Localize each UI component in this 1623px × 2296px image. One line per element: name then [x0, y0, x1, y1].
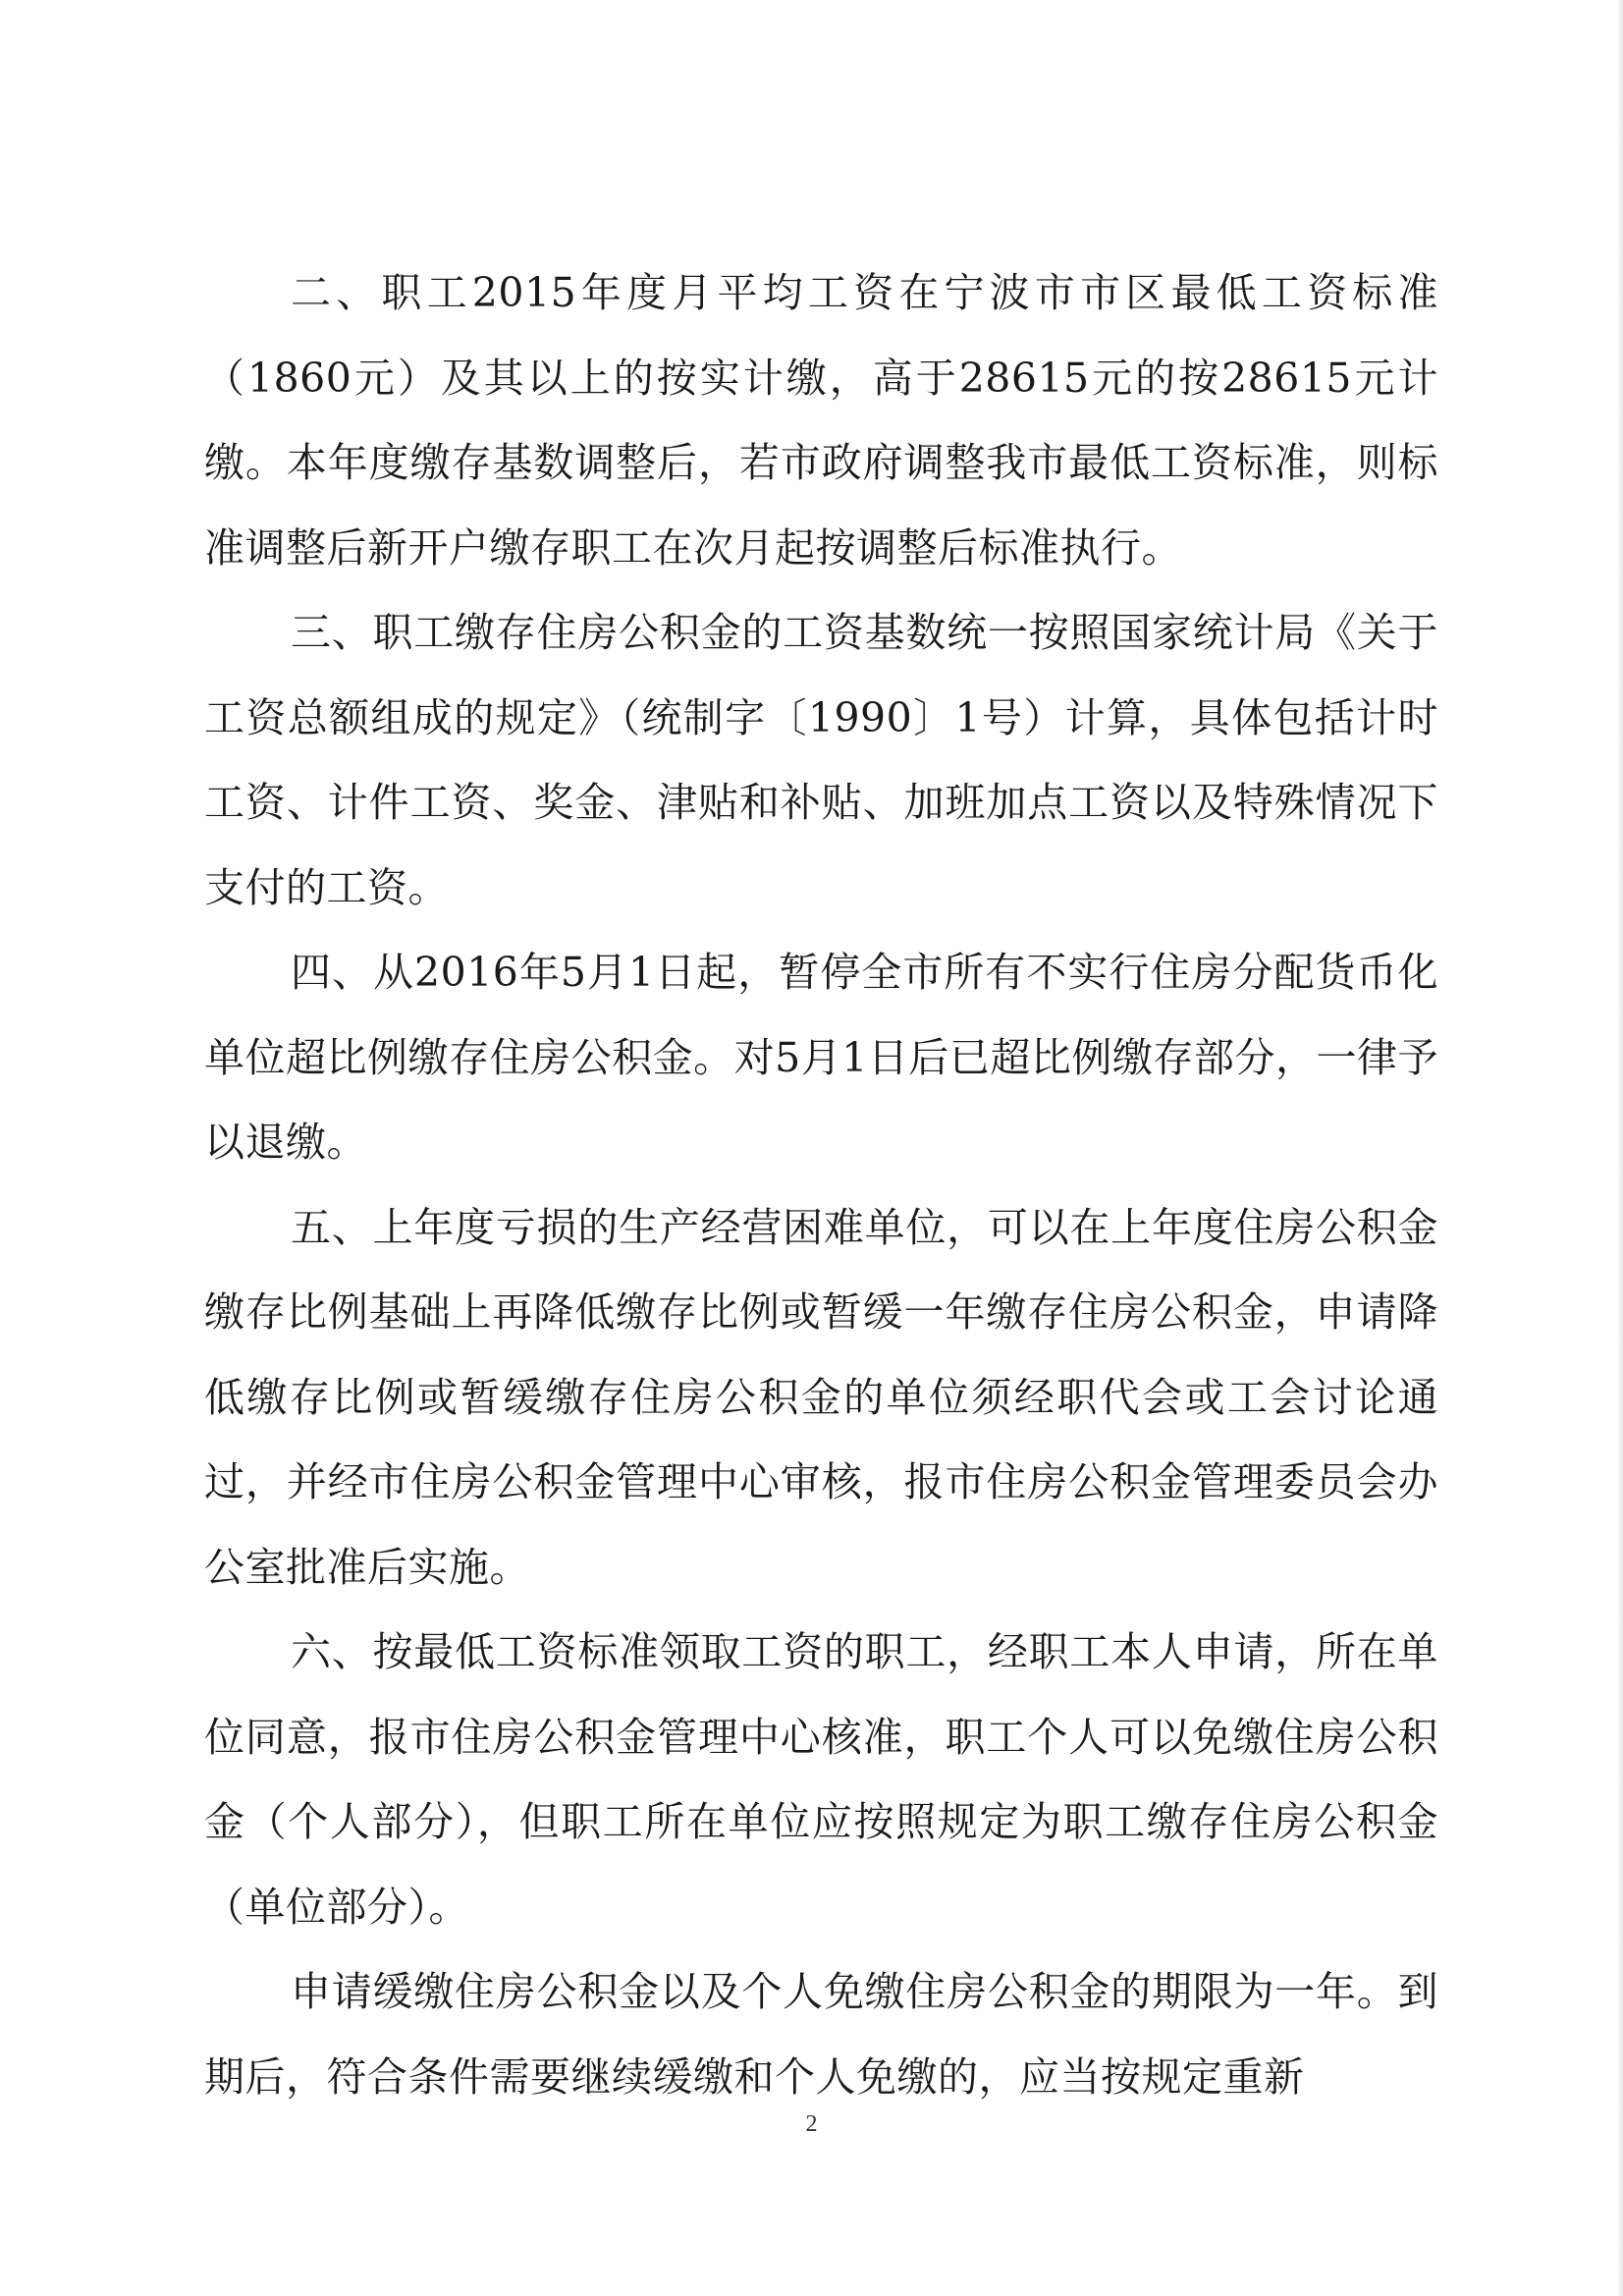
paragraph-item-3: 三、职工缴存住房公积金的工资基数统一按照国家统计局《关于工资总额组成的规定》（统制字〔1990〕1号）计算，具体包括计时工资、计件工资、奖金、津贴和补贴、加班加点工资以及特殊情况下支付的工资。 — [204, 609, 1438, 911]
document-body — [204, 250, 1438, 2119]
paragraph-item-5: 五、上年度亏损的生产经营困难单位，可以在上年度住房公积金缴存比例基础上再降低缴存比例或暂缓一年缴存住房公积金，申请降低缴存比例或暂缓缴存住房公积金的单位须经职代会或工会讨论通过，并经市住房公积金管理中心审核，报市住房公积金管理委员会办公室批准后实施。 — [204, 1203, 1438, 1591]
page-number: 2 — [805, 2111, 818, 2137]
paragraph-item-2: 二、职工2015年度月平均工资在宁波市市区最低工资标准（1860元）及其以上的按实计缴，高于28615元的按28615元计缴。本年度缴存基数调整后，若市政府调整我市最低工资标准，则标准调整后新开户缴存职工在次月起按调整后标准执行。 — [204, 269, 1438, 572]
paragraph-item-6: 六、按最低工资标准领取工资的职工，经职工本人申请，所在单位同意，报市住房公积金管理中心核准，职工个人可以免缴住房公积金（个人部分），但职工所在单位应按照规定为职工缴存住房公积金（单位部分）。 — [204, 1628, 1438, 1931]
paragraph-item-4: 四、从2016年5月1日起，暂停全市所有不实行住房分配货币化单位超比例缴存住房公积金。对5月1日后已超比例缴存部分，一律予以退缴。 — [204, 949, 1438, 1166]
paragraph-deferral-period: 申请缓缴住房公积金以及个人免缴住房公积金的期限为一年。到期后，符合条件需要继续缓缴和个人免缴的，应当按规定重新 — [204, 1968, 1438, 2101]
scan-edge-shadow — [1617, 0, 1623, 2296]
